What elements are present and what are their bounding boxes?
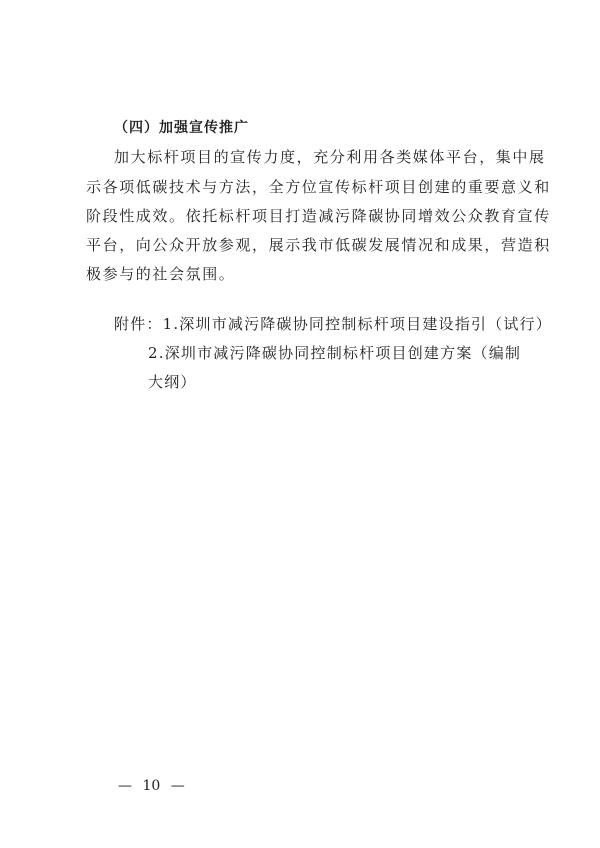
- paragraph-line: 示各项低碳技术与方法，全方位宣传标杆项目创建的重要意义和: [86, 178, 551, 196]
- page-number: 10: [142, 778, 161, 794]
- attachment-line-1: 附件：1.深圳市减污降碳协同控制标杆项目建设指引（试行）: [114, 315, 552, 333]
- paragraph-line: 平台，向公众开放参观，展示我市低碳发展情况和成果，营造积: [86, 236, 551, 254]
- paragraph-line: 加大标杆项目的宣传力度，充分利用各类媒体平台，集中展: [114, 148, 546, 166]
- paragraph-line: 极参与的社会氛围。: [86, 265, 236, 283]
- section-heading: （四）加强宣传推广: [114, 120, 249, 136]
- page-footer: [118, 778, 185, 794]
- footer-dash-left: —: [118, 778, 132, 794]
- attachment-line-2: 2.深圳市减污降碳协同控制标杆项目创建方案（编制: [148, 344, 522, 362]
- attachment-line-3: 大纲）: [148, 373, 197, 391]
- footer-dash-right: —: [170, 778, 185, 794]
- paragraph-line: 阶段性成效。依托标杆项目打造减污降碳协同增效公众教育宣传: [86, 207, 551, 225]
